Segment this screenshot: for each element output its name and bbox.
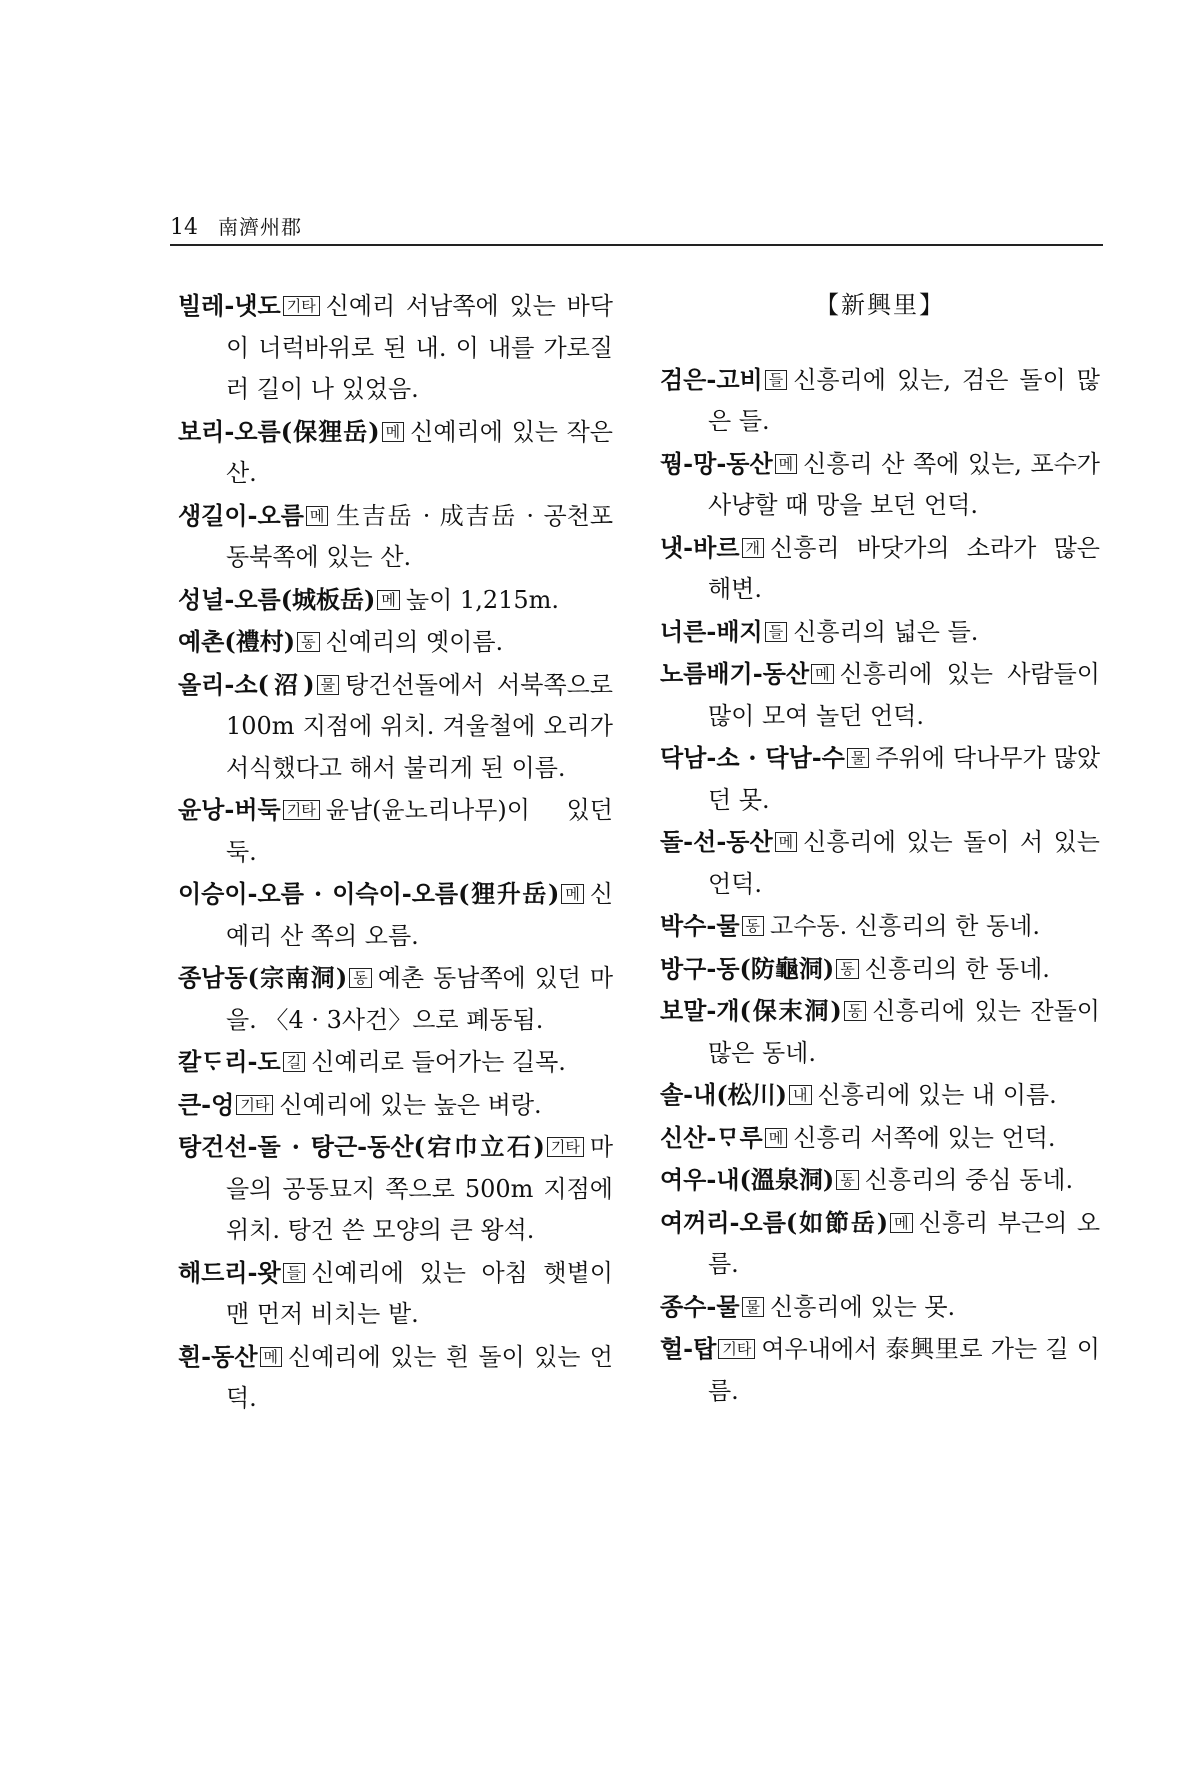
entry-definition: 예촌 동남쪽에 있던 마을. 〈4 · 3사건〉으로 폐동됨. bbox=[226, 964, 613, 1034]
entry-category-tag: 기타 bbox=[547, 1137, 584, 1157]
entry-definition: 신예리 서남쪽에 있는 바닥이 너럭바위로 된 내. 이 내를 가로질러 길이 나 있었음. bbox=[226, 292, 613, 403]
entry-definition: 신흥리 바닷가의 소라가 많은 해변. bbox=[708, 533, 1100, 603]
entry-headword: 신산-ᄆᆞ루 bbox=[660, 1122, 763, 1152]
dictionary-entry bbox=[660, 1286, 1100, 1329]
dictionary-entry bbox=[178, 495, 613, 579]
entry-category-tag: 메 bbox=[260, 1347, 283, 1367]
entry-category-tag: 메 bbox=[306, 506, 329, 526]
entry-headword: 꿩-망-동산 bbox=[660, 448, 773, 478]
entry-category-tag: 기타 bbox=[236, 1095, 273, 1115]
entry-headword: 윤낭-버둑 bbox=[178, 795, 281, 824]
entry-headword: 이승이-오름 · 이슥이-오름(狸升岳) bbox=[178, 879, 560, 908]
dictionary-entry bbox=[660, 948, 1100, 991]
dictionary-entry bbox=[660, 527, 1100, 611]
entry-category-tag: 메 bbox=[382, 422, 405, 442]
entry-category-tag: 내 bbox=[789, 1085, 812, 1105]
entry-category-tag: 동 bbox=[349, 968, 372, 988]
dictionary-entry bbox=[178, 579, 613, 622]
entry-headword: 해드리-왓 bbox=[178, 1257, 281, 1287]
dictionary-entry bbox=[660, 821, 1100, 905]
entry-definition: 신예리에 있는 작은 산. bbox=[226, 417, 613, 487]
dictionary-entry bbox=[660, 990, 1100, 1074]
entry-category-tag: 동 bbox=[844, 1001, 867, 1021]
entry-definition: 탕건선돌에서 서북쪽으로 100m 지점에 위치. 겨울철에 오리가 서식했다고 해서 불리게 된 이름. bbox=[226, 670, 613, 782]
entry-definition: 신흥리의 넓은 들. bbox=[793, 617, 979, 646]
entry-category-tag: 메 bbox=[377, 590, 400, 610]
entry-headword: 올리-소(沼) bbox=[178, 669, 315, 699]
dictionary-entry bbox=[660, 359, 1100, 443]
entry-definition: 生吉岳 · 成吉岳 · 공천포 동북쪽에 있는 산. bbox=[226, 501, 613, 571]
entry-definition: 여우내에서 泰興里로 가는 길 이름. bbox=[708, 1335, 1100, 1405]
running-title: 南濟州郡 bbox=[218, 215, 302, 239]
dictionary-entry bbox=[660, 611, 1100, 654]
entry-definition: 신흥리 부근의 오름. bbox=[708, 1208, 1101, 1278]
dictionary-entry bbox=[178, 789, 613, 873]
entry-definition: 신예리에 있는 아침 햇볕이 맨 먼저 비치는 밭. bbox=[226, 1258, 613, 1328]
entry-headword: 검은-고비 bbox=[660, 364, 763, 394]
entry-definition: 신흥리에 있는 사람들이 많이 모여 놀던 언덕. bbox=[708, 660, 1100, 730]
entry-category-tag: 동 bbox=[742, 916, 765, 936]
entry-category-tag: 메 bbox=[561, 884, 584, 904]
dictionary-entry bbox=[178, 1252, 613, 1336]
entry-definition: 신흥리에 있는 돌이 서 있는 언덕. bbox=[708, 828, 1100, 898]
entry-definition: 신흥리 산 쪽에 있는, 포수가 사냥할 때 망을 보던 언덕. bbox=[708, 449, 1100, 519]
entry-headword: 생길이-오름 bbox=[178, 500, 304, 530]
entry-headword: 방구-동(防龜洞) bbox=[660, 953, 835, 983]
entry-category-tag: 길 bbox=[283, 1052, 306, 1072]
dictionary-entry bbox=[178, 957, 613, 1041]
dictionary-entry bbox=[660, 443, 1100, 527]
entry-definition: 신흥리에 있는, 검은 돌이 많은 들. bbox=[708, 365, 1100, 435]
dictionary-entry bbox=[660, 1328, 1100, 1412]
entry-headword: 빌레-냇도 bbox=[178, 291, 281, 320]
entry-definition: 신흥리에 있는 내 이름. bbox=[817, 1081, 1057, 1109]
entry-headword: 여우-내(溫泉洞) bbox=[660, 1165, 835, 1194]
dictionary-entry bbox=[178, 621, 613, 664]
dictionary-entry bbox=[660, 1202, 1100, 1286]
entry-headword: 너른-배지 bbox=[660, 616, 763, 646]
dictionary-entry bbox=[178, 1126, 613, 1252]
entry-headword: 칼ᄃᆞ리-도 bbox=[178, 1047, 281, 1076]
entry-category-tag: 메 bbox=[811, 664, 834, 684]
entry-category-tag: 들 bbox=[283, 1263, 306, 1283]
entry-category-tag: 물 bbox=[742, 1297, 765, 1317]
entry-headword: 돌-선-동산 bbox=[660, 827, 773, 856]
dictionary-entry bbox=[178, 664, 613, 790]
entry-headword: 종남동(宗南洞) bbox=[178, 963, 348, 992]
right-column bbox=[660, 285, 1100, 1412]
entry-headword: 보말-개(保末洞) bbox=[660, 996, 842, 1025]
entry-headword: 예촌(禮村) bbox=[178, 627, 296, 656]
entry-definition: 신흥리에 있는 못. bbox=[770, 1292, 956, 1321]
entry-headword: 박수-물 bbox=[660, 911, 740, 940]
dictionary-entry bbox=[178, 411, 613, 495]
entry-definition: 마을의 공동묘지 쪽으로 500m 지점에 위치. 탕건 쓴 모양의 큰 왕석. bbox=[226, 1133, 613, 1244]
entry-definition: 고수동. 신흥리의 한 동네. bbox=[770, 912, 1040, 940]
section-title: 【新興里】 bbox=[815, 291, 945, 319]
entry-category-tag: 개 bbox=[742, 538, 765, 558]
entry-definition: 높이 1,215m. bbox=[405, 585, 560, 614]
dictionary-entry bbox=[660, 905, 1100, 948]
entry-headword: 여꺼리-오름(如節岳) bbox=[660, 1207, 889, 1237]
entry-definition: 신예리에 있는 높은 벼랑. bbox=[279, 1090, 542, 1119]
entry-definition: 신예리로 들어가는 길목. bbox=[311, 1048, 566, 1076]
entry-category-tag: 메 bbox=[775, 454, 798, 474]
entry-definition: 신흥리에 있는 잔돌이 많은 동네. bbox=[708, 997, 1100, 1067]
entry-definition: 신흥리의 중심 동네. bbox=[864, 1166, 1074, 1194]
left-column bbox=[178, 285, 613, 1420]
entry-headword: 성널-오름(城板岳) bbox=[178, 584, 376, 614]
entry-headword: 탕건선-돌 · 탕근-동산(宕巾立石) bbox=[178, 1132, 545, 1161]
entry-category-tag: 메 bbox=[775, 832, 798, 852]
entry-category-tag: 물 bbox=[847, 748, 870, 768]
entry-category-tag: 들 bbox=[765, 370, 788, 390]
entry-definition: 신예리에 있는 흰 돌이 있는 언덕. bbox=[226, 1342, 613, 1412]
entry-headword: 닥남-소 · 닥남-수 bbox=[660, 743, 845, 772]
entry-definition: 윤남(윤노리나무)이 있던 둑. bbox=[226, 796, 613, 866]
entry-category-tag: 들 bbox=[765, 622, 788, 642]
page-header bbox=[170, 210, 1103, 246]
entry-headword: 보리-오름(保狸岳) bbox=[178, 416, 380, 446]
dictionary-entry bbox=[660, 1117, 1100, 1160]
entry-definition: 신예리의 옛이름. bbox=[325, 628, 504, 656]
dictionary-entry bbox=[660, 1074, 1100, 1117]
entry-definition: 신흥리 서쪽에 있는 언덕. bbox=[793, 1123, 1056, 1152]
entry-definition: 신예리 산 쪽의 오름. bbox=[226, 880, 613, 950]
dictionary-entry bbox=[178, 285, 613, 411]
entry-category-tag: 기타 bbox=[718, 1339, 755, 1359]
entry-headword: 헐-탑 bbox=[660, 1334, 717, 1363]
dictionary-entry bbox=[178, 1041, 613, 1084]
entry-category-tag: 기타 bbox=[283, 296, 320, 316]
entry-headword: 큰-엉 bbox=[178, 1089, 235, 1119]
entry-headword: 흰-동산 bbox=[178, 1341, 258, 1371]
entry-headword: 종수-물 bbox=[660, 1291, 740, 1321]
dictionary-entry bbox=[660, 737, 1100, 821]
dictionary-entry bbox=[660, 1159, 1100, 1202]
dictionary-entry bbox=[178, 1084, 613, 1127]
page-number: 14 bbox=[170, 215, 198, 240]
entry-category-tag: 물 bbox=[317, 675, 340, 695]
entry-category-tag: 동 bbox=[836, 1170, 859, 1190]
entry-category-tag: 메 bbox=[765, 1128, 788, 1148]
right-column-entries bbox=[660, 359, 1100, 1413]
entry-category-tag: 동 bbox=[836, 959, 859, 979]
entry-definition: 주위에 닥나무가 많았던 못. bbox=[708, 744, 1100, 814]
entry-headword: 솔-내(松川) bbox=[660, 1080, 788, 1109]
entry-category-tag: 메 bbox=[890, 1213, 913, 1233]
dictionary-entry bbox=[178, 1336, 613, 1420]
entry-category-tag: 동 bbox=[297, 632, 320, 652]
dictionary-entry bbox=[660, 653, 1100, 737]
entry-headword: 노름배기-동산 bbox=[660, 659, 810, 688]
entry-headword: 냇-바르 bbox=[660, 532, 740, 562]
entry-definition: 신흥리의 한 동네. bbox=[864, 954, 1050, 983]
dictionary-entry bbox=[178, 873, 613, 957]
entry-category-tag: 기타 bbox=[283, 800, 320, 820]
